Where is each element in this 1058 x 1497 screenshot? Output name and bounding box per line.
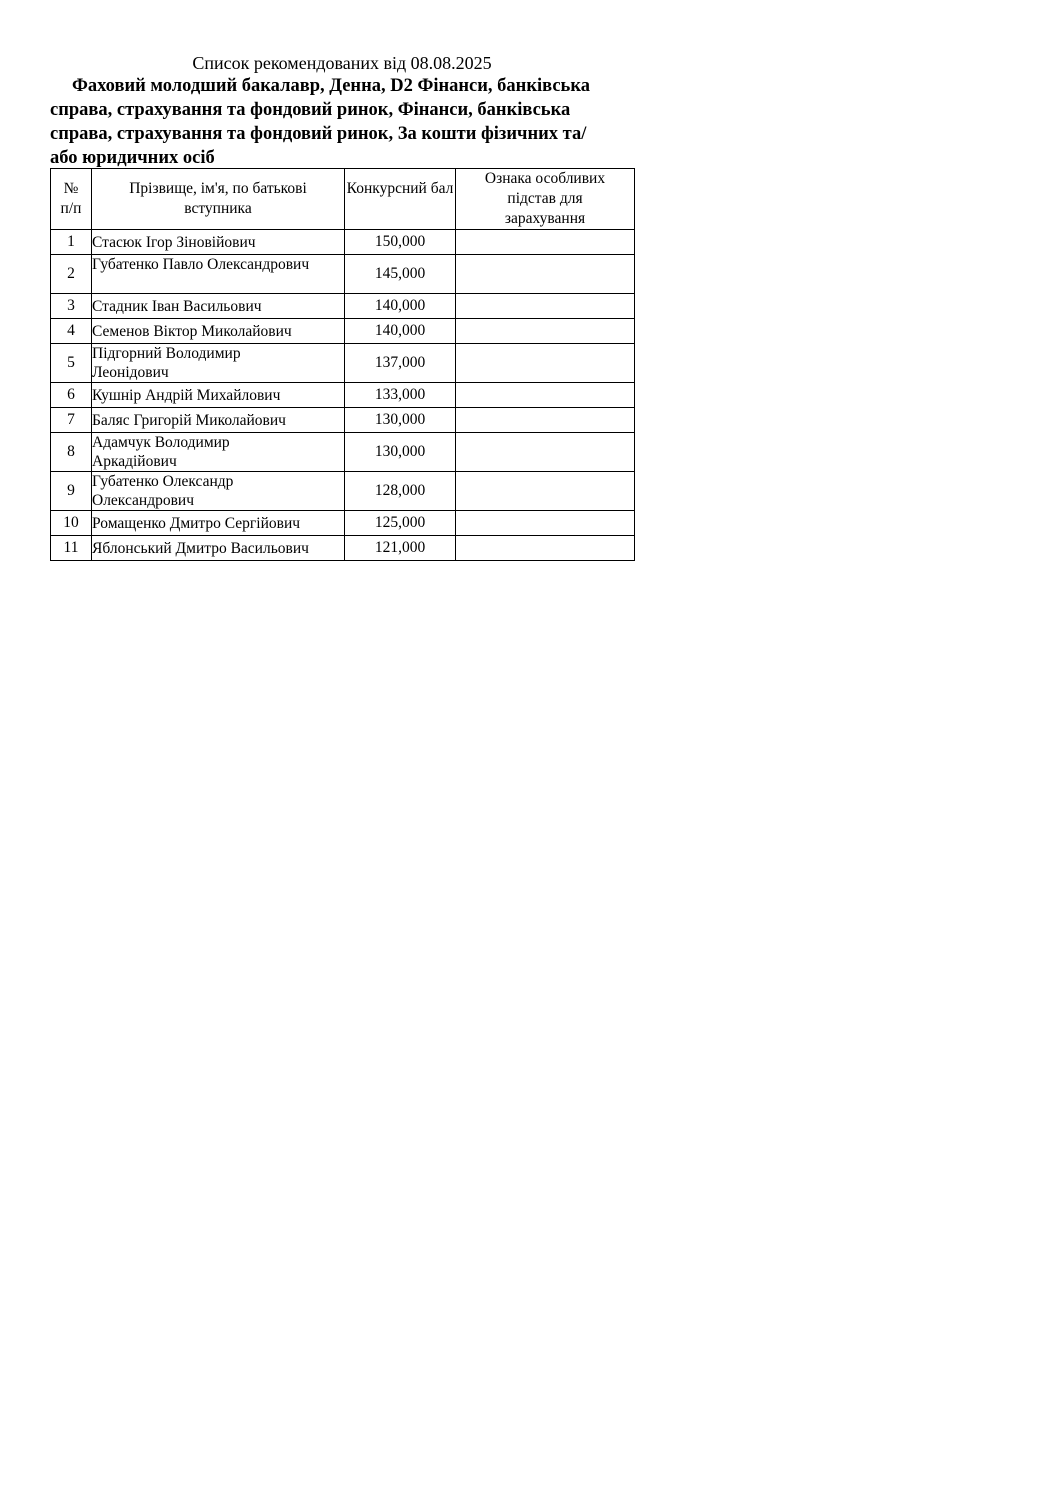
row-score: 128,000 <box>345 472 456 511</box>
row-number: 1 <box>51 230 92 255</box>
row-full-name: Підгорний Володимир Леонідович <box>92 344 345 383</box>
row-special-grounds <box>456 536 635 561</box>
row-full-name: Адамчук Володимир Аркадійович <box>92 433 345 472</box>
row-number: 6 <box>51 383 92 408</box>
row-special-grounds <box>456 319 635 344</box>
header-full-name-text: Прізвище, ім'я, по батькові вступника <box>129 180 307 217</box>
row-special-grounds <box>456 408 635 433</box>
row-score: 145,000 <box>345 255 456 294</box>
row-special-grounds <box>456 294 635 319</box>
row-special-grounds <box>456 472 635 511</box>
table-row <box>51 536 635 561</box>
header-score <box>345 169 456 230</box>
row-score: 125,000 <box>345 511 456 536</box>
program-description-text: Фаховий молодший бакалавр, Денна, D2 Фінанси, банківська справа, страхування та фондовий ринок, Фінанси, банківська справа, страхування та фондовий ринок, За кошти фізичних та/або юридичних осіб <box>50 76 590 168</box>
table-row <box>51 230 635 255</box>
row-special-grounds <box>456 230 635 255</box>
header-special-grounds-text: Ознака особливих підстав для зарахування <box>484 170 606 227</box>
row-number: 2 <box>51 255 92 294</box>
row-number: 8 <box>51 433 92 472</box>
table-header-row <box>51 169 635 230</box>
table-row <box>51 255 635 294</box>
row-number: 4 <box>51 319 92 344</box>
header-score-text: Конкурсний бал <box>346 180 454 197</box>
row-score: 150,000 <box>345 230 456 255</box>
table-row <box>51 344 635 383</box>
row-score: 140,000 <box>345 294 456 319</box>
table-row <box>51 383 635 408</box>
row-special-grounds <box>456 433 635 472</box>
row-full-name: Яблонський Дмитро Васильович <box>92 536 345 561</box>
row-special-grounds <box>456 344 635 383</box>
row-full-name: Кушнір Андрій Михайлович <box>92 383 345 408</box>
list-date-title: Список рекомендованих від 08.08.2025 <box>192 53 492 73</box>
row-full-name: Семенов Віктор Миколайович <box>92 319 345 344</box>
row-number: 9 <box>51 472 92 511</box>
program-description <box>50 74 610 170</box>
row-special-grounds <box>456 383 635 408</box>
table-row <box>51 511 635 536</box>
row-number: 10 <box>51 511 92 536</box>
recommended-list-table <box>50 168 635 561</box>
header-number-line2: п/п <box>60 200 82 217</box>
table-row <box>51 408 635 433</box>
row-score: 121,000 <box>345 536 456 561</box>
row-full-name: Стасюк Ігор Зіновійович <box>92 230 345 255</box>
row-score: 133,000 <box>345 383 456 408</box>
row-score: 130,000 <box>345 408 456 433</box>
row-number: 7 <box>51 408 92 433</box>
header-full-name <box>92 169 345 230</box>
row-number: 5 <box>51 344 92 383</box>
header-number-line1: № <box>63 180 79 197</box>
row-score: 130,000 <box>345 433 456 472</box>
row-number: 3 <box>51 294 92 319</box>
table-row <box>51 472 635 511</box>
row-full-name: Губатенко Олександр Олександрович <box>92 472 345 511</box>
row-full-name: Баляс Григорій Миколайович <box>92 408 345 433</box>
row-full-name: Стадник Іван Васильович <box>92 294 345 319</box>
table-row <box>51 319 635 344</box>
row-full-name: Губатенко Павло Олександрович <box>92 255 345 294</box>
table-row <box>51 433 635 472</box>
header-number <box>51 169 92 230</box>
header-special-grounds <box>456 169 635 230</box>
row-score: 137,000 <box>345 344 456 383</box>
row-full-name: Ромащенко Дмитро Сергійович <box>92 511 345 536</box>
row-special-grounds <box>456 511 635 536</box>
table-row <box>51 294 635 319</box>
row-special-grounds <box>456 255 635 294</box>
document-heading <box>50 52 634 170</box>
row-number: 11 <box>51 536 92 561</box>
row-score: 140,000 <box>345 319 456 344</box>
table-body <box>51 230 635 561</box>
